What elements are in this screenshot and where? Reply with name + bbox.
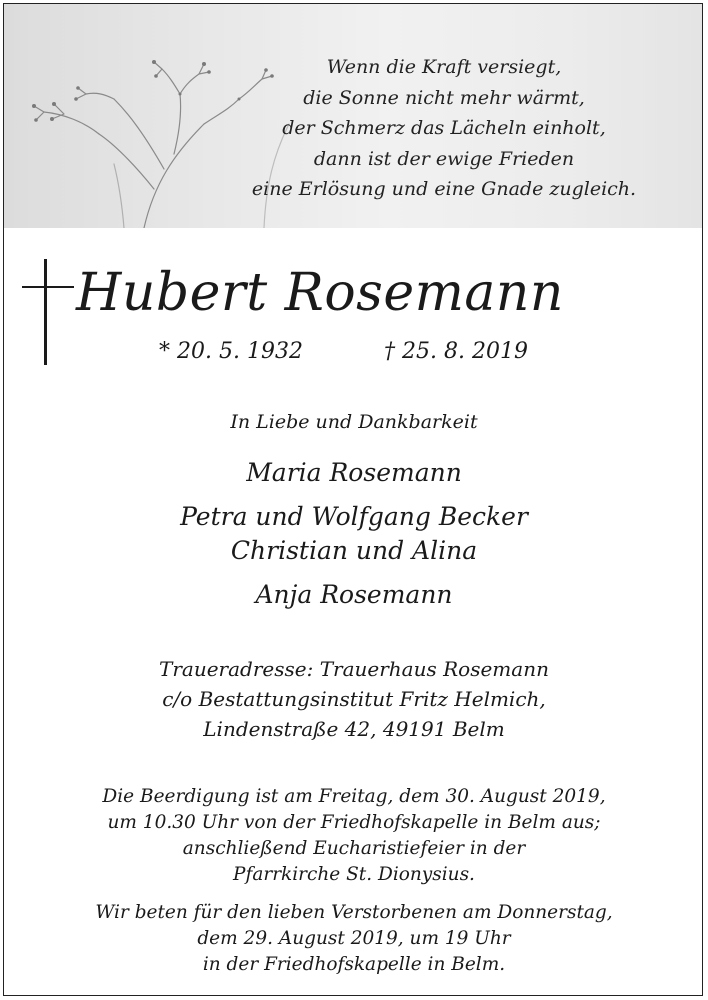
mourner-name: Petra und Wolfgang Becker — [180, 502, 528, 531]
prayer-info-line: in der Friedhofskapelle in Belm. — [202, 954, 506, 975]
funeral-info-line: Die Beerdigung ist am Freitag, dem 30. August 2019, — [102, 786, 606, 807]
mourner-name: Christian und Alina — [230, 536, 478, 565]
obituary-card — [3, 3, 703, 996]
prayer-info-line: dem 29. August 2019, um 19 Uhr — [197, 928, 511, 949]
mourner-name: Maria Rosemann — [246, 458, 462, 487]
header-photo-banner — [4, 4, 702, 228]
address-line: Traueradresse: Trauerhaus Rosemann — [159, 657, 549, 681]
poem — [164, 52, 703, 205]
address-line: c/o Bestattungsinstitut Fritz Helmich, — [162, 687, 546, 711]
poem-line: die Sonne nicht mehr wärmt, — [303, 86, 585, 109]
prayer-info-line: Wir beten für den lieben Verstorbenen am Donnerstag, — [95, 902, 613, 923]
address-line: Lindenstraße 42, 49191 Belm — [203, 717, 505, 741]
deceased-name: Hubert Rosemann — [76, 263, 564, 323]
funeral-info-line: um 10.30 Uhr von der Friedhofskapelle in Belm aus; — [107, 812, 601, 833]
poem-line: der Schmerz das Lächeln einholt, — [282, 117, 606, 139]
mourner-name: Anja Rosemann — [255, 580, 453, 609]
poem-line: dann ist der ewige Frieden — [313, 147, 575, 170]
mourners-intro: In Liebe und Dankbarkeit — [230, 411, 478, 433]
death-date: † 25. 8. 2019 — [384, 339, 528, 364]
poem-line: eine Erlösung und eine Gnade zugleich. — [251, 178, 637, 200]
funeral-info-line: anschließend Eucharistiefeier in der — [182, 838, 526, 859]
poem-line: Wenn die Kraft versiegt, — [326, 56, 562, 78]
cross-icon — [22, 259, 74, 365]
birth-date: * 20. 5. 1932 — [159, 339, 303, 364]
funeral-info-line: Pfarrkirche St. Dionysius. — [233, 864, 475, 885]
